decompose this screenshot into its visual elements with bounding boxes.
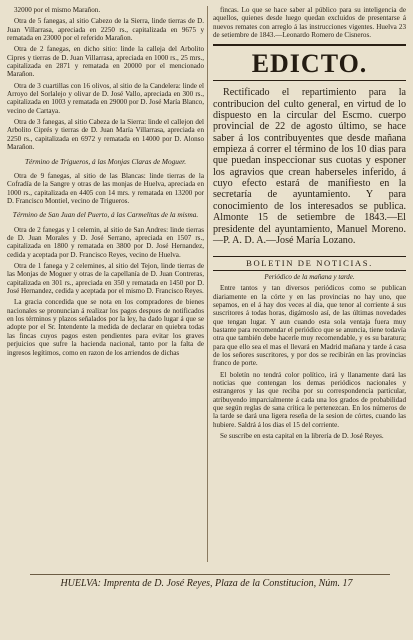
right-column: [213, 6, 406, 443]
left-paragraph: Otra de 1 fanega y 2 celemines, al sitio del Tejon, linde tierras de las Monjas de Moguer y otras de la capellanía de D. Juan Contreras, capitalizada en 301 rs., apreciada en 350 y rematada en 1450 por D. José Hernandez, cedida y aceptada por el mismo D. Francisco Reyes.: [7, 262, 204, 296]
imprint-footer: HUELVA: Imprenta de D. José Reyes, Plaza de la Constitucion, Núm. 17: [60, 578, 353, 589]
edicto-heading: EDICTO.: [213, 44, 406, 81]
bulletin-paragraph: Entre tantos y tan diversos periódicos como se publican diariamente en la córte y en las provincias no hay uno, que sepamos, en el á hay dos veces al dia, que tenor al corriente á sus suscritores á todas horas, digámoslo así, de las últimas novedades que tengan lugar. Y aun cuando esta sola ventaja fuera muy bastante para recomendar el periódico que se anuncia, tiene todavía otra que también debe hacerle muy recomendable, y es su baratura; para que ello sea el mas el llevará en Madrid mañana y tarde á casa de los señores suscritores, y por dos se recibirán en las provincias franco de porte.: [213, 284, 406, 368]
left-paragraph: Otra de 2 fanegas, en dicho sitio: linde la calleja del Arbolito Cipres y tierras de D. Juan Villarrasa, apreciada en 1000 rs., 25 mrs., capitalizada en 2871 y rematada en 20000 por el mencionado Marañon.: [7, 45, 204, 79]
bulletin-subtitle: Periódico de la mañana y tarde.: [264, 273, 355, 282]
left-paragraph: Otra de 3 cuartillas con 16 olivos, al sitio de la Candelera: linde el Arroyo del Sorlalejo y olivar de D. José Vallo, apreciada en 300 rs., capitalizada en 1003 y rematada en 29000 por D. José María Blanco, vecino de Cartaya.: [7, 81, 204, 115]
bulletin-paragraph: El boletín no tendrá color político, irá y llanamente dará las noticias que contengan los demas periódicos nacionales y estrangeros y las que reciba por su correspondencia particular, atribuyendo imparcialmente á cada una los grados de probabilidad que según reglas de sana crítica le pertenezcan. En los números de la tarde se dará una ligera reseña de la sesion de córtes, cuando las hubiere. Saldrá á los dias el 15 del corriente.: [213, 370, 406, 429]
column-divider: [207, 6, 208, 562]
edicto-body: Rectificado el repartimiento para la contribucion del culto general, en virtud de lo dispuesto en la circular del Escmo. cuerpo provincial de 22 de agosto último, se hace saber á los contribuyentes que desde mañana empieza á correr el término de los 10 dias para que puedan inspeccionar sus cuotas y esponer los agravios que crean haberseles inferido, á cuyo efecto estará de manifiesto en la secretaría de ayuntamiento. Y para conocimiento de los interesados se publica. Almonte 15 de setiembre de 1843.—El presidente del ayuntamiento, Manuel Moreno.—P. A. D. A.—José María Lozano.: [213, 87, 406, 246]
left-paragraph: Otra de 9 fanegas, al sitio de las Blancas: linde tierras de la Cofradía de la Sangre y otras de las monjas de Huelva, apreciada en 1000 rs., capitalizada en 4405 con 14 mrs. y rematada en 13200 por D. Francisco Montiel, vecino de Trigueros.: [7, 171, 204, 205]
term-heading-trigueros: Término de Trigueros, á las Monjas Claras de Moguer.: [24, 156, 187, 166]
left-paragraph: Otra de 3 fanegas, al sitio Cabeza de la Sierra: linde el callejon del Arbolito Ciprés y tierras de D. Juan María Villarrasa, apreciada en 2250 rs., capitalizada en 6972 y rematada en 14000 por D. Alonso Marañon.: [7, 118, 204, 152]
bulletin-paragraph: Se suscribe en esta capital en la librería de D. José Reyes.: [220, 432, 384, 441]
footer-rule: [30, 574, 390, 575]
left-paragraph: 32000 por el mismo Marañon.: [14, 6, 101, 14]
bulletin-heading: BOLETIN DE NOTICIAS.: [213, 256, 406, 271]
term-heading-san-juan: Término de San Juan del Puerto, á las Carmelitas de la misma.: [12, 210, 199, 220]
left-column: [7, 6, 204, 360]
notice-paragraph: fincas. Lo que se hace saber al público para su inteligencia de aquellos, quienes desde luego quedan excluidos de presentarse á nuevos remates con arreglo á las instrucciones vigentes. Huelva 23 de setiembre de 1843.—Leonardo Romero de Cisneros.: [213, 6, 406, 40]
left-paragraph: La gracia concedida que se nota en los compradores de bienes nacionales se pronuncian á realizar los pagos despues de notificados en los términos y plazos señalados por la ley, ha dado lugar á que se adopte por el Sr. Intendente la medida de declarar en quiebra todas las fincas cuyos pagos esten pendientes para evitar los graves perjuicios que sufre la hacienda nacional, tanto por la falta de ingresos legítimos, como en razon de los arriendos de dichas: [7, 298, 204, 357]
left-paragraph: Otra de 2 fanegas y 1 celemin, al sitio de San Andres: linde tierras de D. Juan Morales y D. José Serrano, apreciada en 1507 rs., capitalizada en 1800 y rematada en 3800 por D. José Hernandez, cedida y aceptada por D. Francisco Reyes, vecino de Huelva.: [7, 225, 204, 259]
left-paragraph: Otra de 5 fanegas, al sitio Cabezo de la Sierra, linde tierras de D. Juan Villarrasa, apreciada en 2250 rs., capitalizada en 9675 y rematada en 23000 por el referido Marañon.: [7, 17, 204, 43]
